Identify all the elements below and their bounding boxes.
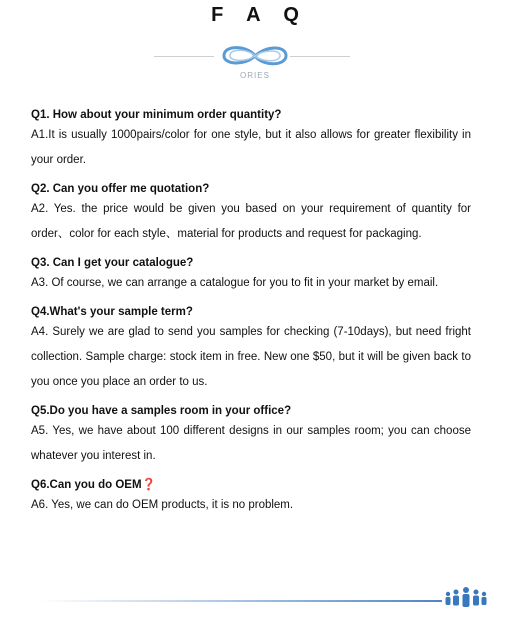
logo-text: ORIES — [240, 71, 270, 80]
faq-question: Q2. Can you offer me quotation? — [31, 183, 210, 195]
faq-question: Q3. Can I get your catalogue? — [31, 257, 194, 269]
logo — [0, 40, 510, 92]
faq-answer: A5. Yes, we have about 100 different designs in our samples room; you can choose whatever you interest in. — [31, 425, 471, 462]
faq-answer: A3. Of course, we can arrange a catalogue for you to fit in your market by email. — [31, 277, 439, 289]
page-title: F A Q — [211, 4, 308, 26]
divider-right — [290, 56, 350, 57]
faq-question: Q4.What's your sample term? — [31, 306, 193, 318]
faq-answer: A2. Yes. the price would be given you based on your requirement of quantity for order、color for each style、material for products and request for packaging. — [31, 203, 471, 240]
faq-answer: A6. Yes, we can do OEM products, it is no problem. — [31, 499, 294, 511]
faq-answer: A4. Surely we are glad to send you samples for checking (7-10days), but need fright collection. Sample charge: stock item in free. New one $50, but it will be given back to you once you place an order to us. — [31, 326, 471, 388]
faq-question: Q6.Can you do OEM❓ — [31, 479, 156, 491]
infinity-logo-icon — [219, 43, 291, 69]
people-group-icon — [444, 586, 488, 612]
faq-question: Q1. How about your minimum order quantity? — [31, 109, 282, 121]
faq-question: Q5.Do you have a samples room in your office? — [31, 405, 292, 417]
faq-answer: A1.It is usually 1000pairs/color for one style, but it also allows for greater flexibility in your order. — [31, 129, 471, 166]
divider-left — [154, 56, 214, 57]
footer-divider — [40, 600, 442, 602]
faq-list — [31, 100, 471, 526]
